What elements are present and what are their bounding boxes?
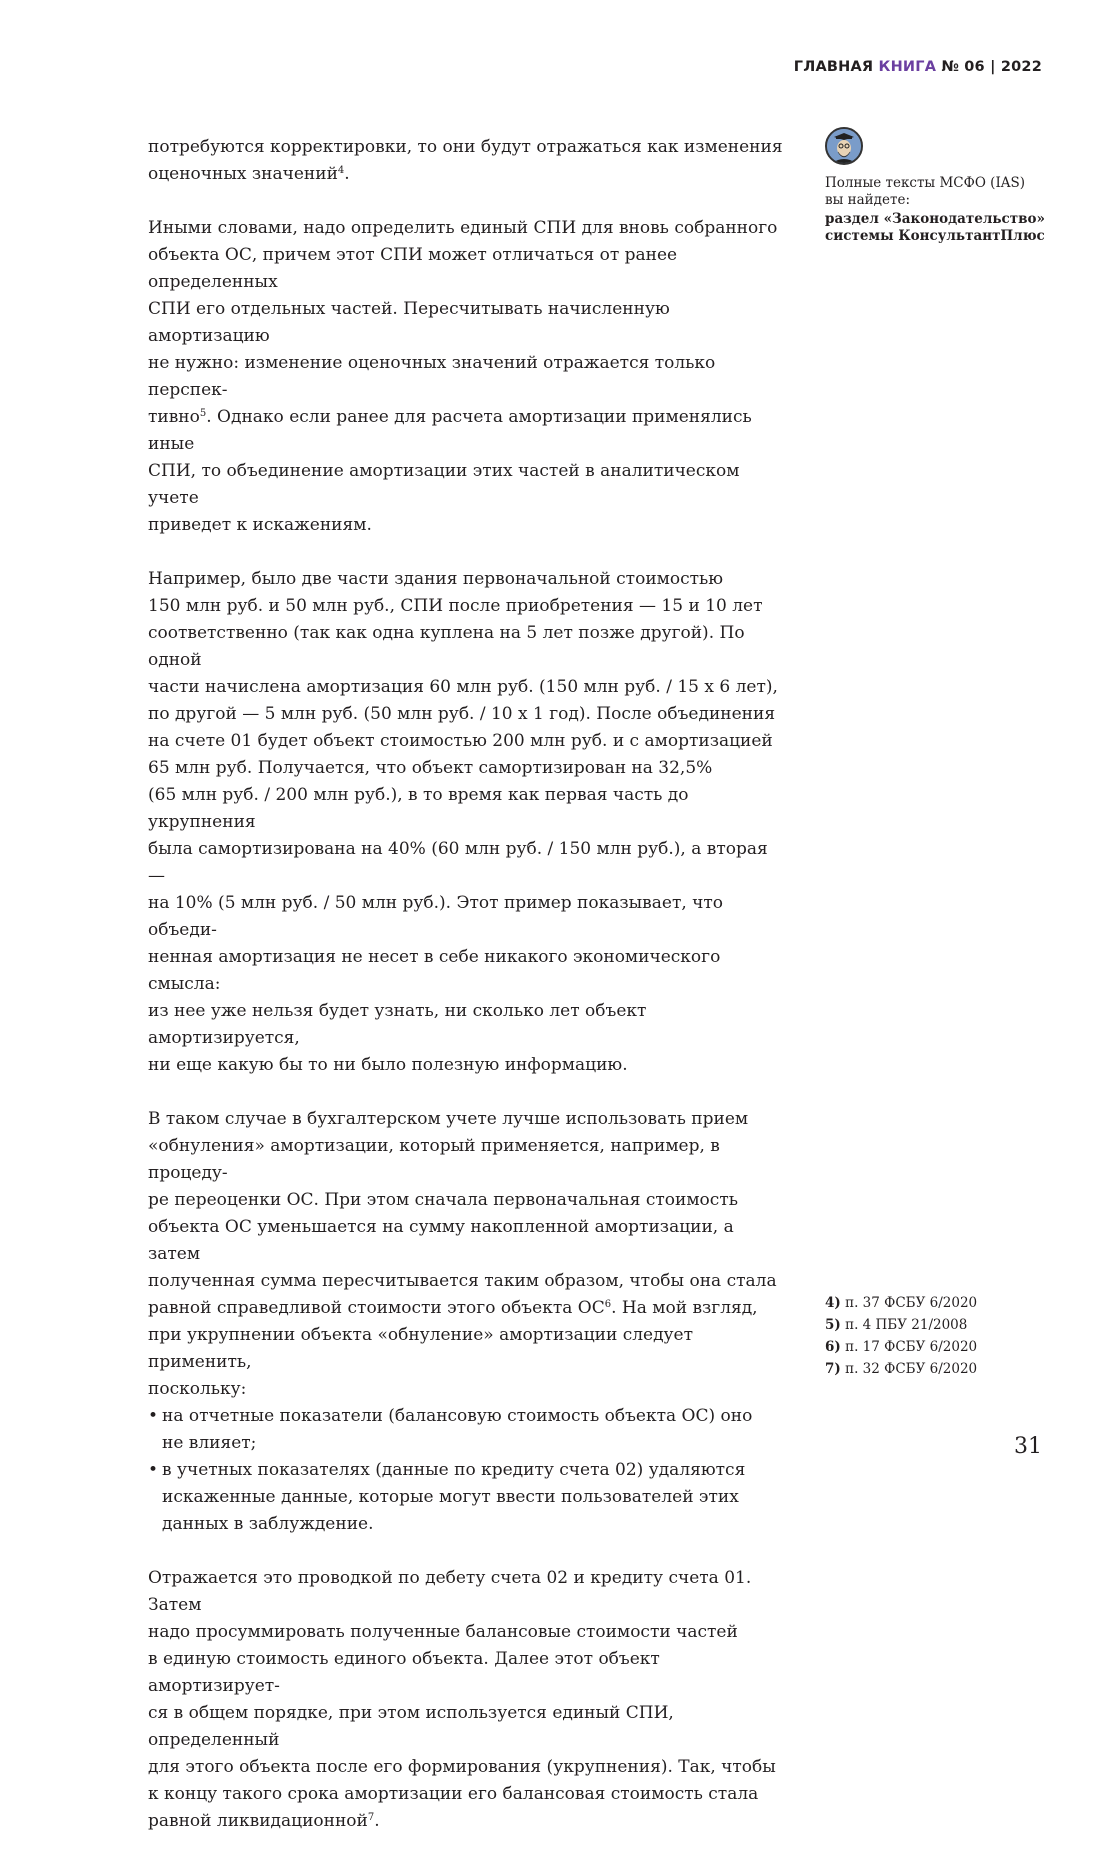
professor-avatar-icon — [825, 127, 863, 165]
footnote-ref-5[interactable]: 5 — [199, 408, 207, 419]
page-number: 31 — [1014, 1434, 1042, 1459]
footnotes — [825, 1292, 977, 1380]
footnote-ref-4[interactable]: 4 — [337, 165, 345, 176]
footnote-6: 6) п. 17 ФСБУ 6/2020 — [825, 1339, 978, 1355]
list-item: • на отчетные показатели (балансовую стоимость объекта ОС) оно не влияет; — [148, 1403, 788, 1457]
footnote-4: 4) п. 37 ФСБУ 6/2020 — [825, 1295, 978, 1311]
issue-number: № 06 | 2022 — [941, 59, 1042, 75]
paragraph-5: Отражается это проводкой по дебету счета 02 и кредиту счета 01. Затем надо просуммировать полученные балансовые стоимости частей в единую стоимость единого объекта. Далее этот объект амортизирует- ся в общем порядке, при этом используется единый СПИ, определенный для этого объекта после его формирования (укрупнения). Так, чтобы к концу такого срока амортизации его балансовая стоимость стала равной ликвидационной$^7$. — [148, 1568, 776, 1831]
brand-accent: КНИГА — [878, 59, 937, 75]
masthead — [794, 59, 1042, 75]
sidebar-tip — [825, 127, 1065, 245]
article-body — [148, 134, 788, 1862]
footnote-ref-7[interactable]: 7 — [367, 1812, 375, 1823]
brand-main: ГЛАВНАЯ — [793, 59, 874, 75]
paragraph-4: В таком случае в бухгалтерском учете лучше использовать прием «обнуления» амортизации, который применяется, например, в процеду- ре переоценки ОС. При этом сначала первоначальная стоимость объекта ОС уменьшается на сумму накопленной амортизации, а затем полученная сумма пересчитывается таким образом, чтобы она стала равной справедливой стоимости этого объекта $ОС^6$. На мой взгляд, при укрупнении объекта «обнуление» амортизации следует применить, поскольку: — [148, 1109, 777, 1399]
footnote-ref-6[interactable]: 6 — [604, 1299, 612, 1310]
bullet-list — [148, 1403, 788, 1538]
paragraph-2: Иными словами, надо определить единый СПИ для вновь собранного объекта ОС, причем этот СПИ может отличаться от ранее определенных СПИ его отдельных частей. Пересчитывать начисленную амортизацию не нужно: изменение оценочных значений отражается только перспек- тивно$^5$. Однако если ранее для расчета амортизации применялись иные СПИ, то объединение амортизации этих частей в аналитическом учете приведет к искажениям. — [148, 218, 778, 535]
list-item: • в учетных показателях (данные по кредиту счета 02) удаляются искаженные данные, которые могут ввести пользователей этих данных в заблуждение. — [148, 1457, 788, 1538]
footnote-7: 7) п. 32 ФСБУ 6/2020 — [825, 1361, 978, 1377]
footnote-5: 5) п. 4 ПБУ 21/2008 — [825, 1317, 968, 1333]
tip-text: Полные тексты МСФО (IAS) вы найдете: — [825, 175, 1026, 208]
paragraph-3: Например, было две части здания первоначальной стоимостью 150 млн руб. и 50 млн руб., СПИ после приобретения — 15 и 10 лет соответственно (так как одна куплена на 5 лет позже другой). По одной части начислена амортизация 60 млн руб. (150 млн руб. / 15 х 6 лет), по другой — 5 млн руб. (50 млн руб. / 10 х 1 год). После объединения на счете 01 будет объект стоимостью 200 млн руб. и с амортизацией 65 млн руб. Получается, что объект самортизирован на 32,5% (65 млн руб. / 200 млн руб.), в то время как первая часть до укрупнения была самортизирована на 40% (60 млн руб. / 150 млн руб.), а вторая — на 10% (5 млн руб. / 50 млн руб.). Этот пример показывает, что объеди- ненная амортизация не несет в себе никакого экономического смысла: из нее уже нельзя будет узнать, ни сколько лет объект амортизируется, ни еще какую бы то ни было полезную информацию. — [148, 569, 778, 1075]
consultant-plus-link[interactable]: раздел «Законодательство» системы КонсультантПлюс — [825, 211, 1045, 244]
paragraph-1: потребуются корректировки, то они будут отражаться как изменения оценочных значений$^4$. — [148, 137, 783, 184]
